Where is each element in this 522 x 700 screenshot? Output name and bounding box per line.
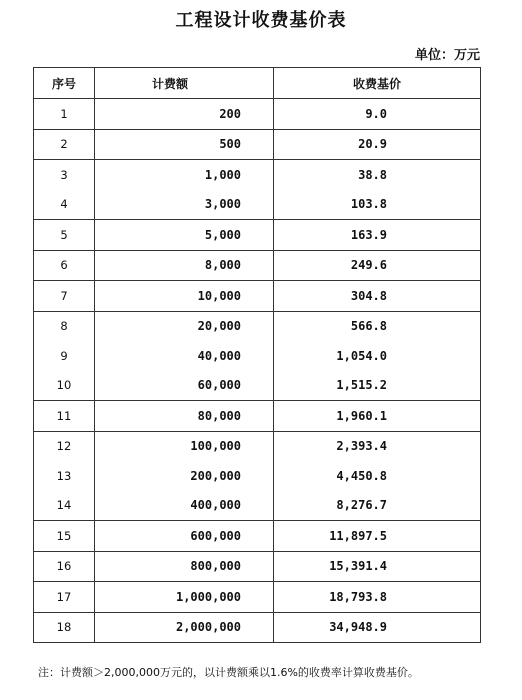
fee-amount-cell: 8,000	[95, 250, 274, 281]
fee-amount-cell: 600,000	[95, 521, 274, 552]
table-body	[34, 99, 481, 643]
fee-amount-cell: 60,000	[95, 371, 274, 401]
fee-amount-cell: 1,000,000	[95, 582, 274, 613]
table-row	[34, 99, 481, 130]
fee-amount-cell: 2,000,000	[95, 612, 274, 643]
table-row	[34, 311, 481, 341]
unit-label: 单位：万元	[414, 48, 480, 63]
table-row	[34, 220, 481, 251]
table-row	[34, 582, 481, 613]
fee-base-cell: 18,793.8	[274, 582, 481, 613]
table-row	[34, 190, 481, 220]
fee-base-cell: 4,450.8	[274, 461, 481, 491]
fee-amount-cell: 800,000	[95, 551, 274, 582]
fee-amount-cell: 40,000	[95, 341, 274, 371]
fee-amount-cell: 400,000	[95, 491, 274, 521]
fee-base-cell: 1,960.1	[274, 401, 481, 432]
fee-base-cell: 11,897.5	[274, 521, 481, 552]
table-row	[34, 431, 481, 461]
serial-number-cell: 12	[34, 431, 95, 461]
serial-number-cell: 13	[34, 461, 95, 491]
serial-number-cell: 15	[34, 521, 95, 552]
fee-base-cell: 9.0	[274, 99, 481, 130]
fee-amount-cell: 80,000	[95, 401, 274, 432]
serial-number-cell: 17	[34, 582, 95, 613]
fee-base-cell: 20.9	[274, 129, 481, 160]
fee-amount-cell: 20,000	[95, 311, 274, 341]
fee-amount-cell: 3,000	[95, 190, 274, 220]
header-fee-base: 收费基价	[274, 68, 481, 99]
fee-base-cell: 103.8	[274, 190, 481, 220]
header-fee-amount: 计费额	[95, 68, 274, 99]
fee-amount-cell: 10,000	[95, 281, 274, 312]
fee-base-cell: 1,054.0	[274, 341, 481, 371]
fee-base-cell: 566.8	[274, 311, 481, 341]
serial-number-cell: 11	[34, 401, 95, 432]
serial-number-cell: 18	[34, 612, 95, 643]
fee-amount-cell: 200	[95, 99, 274, 130]
fee-amount-cell: 500	[95, 129, 274, 160]
fee-base-cell: 38.8	[274, 160, 481, 190]
table-row	[34, 371, 481, 401]
fee-base-cell: 15,391.4	[274, 551, 481, 582]
table-row	[34, 612, 481, 643]
serial-number-cell: 8	[34, 311, 95, 341]
serial-number-cell: 9	[34, 341, 95, 371]
fee-amount-cell: 200,000	[95, 461, 274, 491]
header-serial-number: 序号	[34, 68, 95, 99]
table-row	[34, 521, 481, 552]
fee-base-cell: 1,515.2	[274, 371, 481, 401]
serial-number-cell: 7	[34, 281, 95, 312]
table-row	[34, 160, 481, 190]
fee-base-cell: 249.6	[274, 250, 481, 281]
serial-number-cell: 6	[34, 250, 95, 281]
table-row	[34, 129, 481, 160]
fee-amount-cell: 1,000	[95, 160, 274, 190]
table-row	[34, 341, 481, 371]
footnote: 注：计费额＞2,000,000万元的，以计费额乘以1.6%的收费率计算收费基价。	[38, 666, 419, 679]
fee-base-table	[33, 67, 481, 643]
serial-number-cell: 2	[34, 129, 95, 160]
table-row	[34, 281, 481, 312]
table-row	[34, 461, 481, 491]
serial-number-cell: 10	[34, 371, 95, 401]
table-row	[34, 491, 481, 521]
fee-amount-cell: 100,000	[95, 431, 274, 461]
fee-base-cell: 2,393.4	[274, 431, 481, 461]
table-row	[34, 401, 481, 432]
fee-base-cell: 34,948.9	[274, 612, 481, 643]
fee-base-cell: 304.8	[274, 281, 481, 312]
serial-number-cell: 4	[34, 190, 95, 220]
table-row	[34, 551, 481, 582]
serial-number-cell: 16	[34, 551, 95, 582]
document-title: 工程设计收费基价表	[175, 10, 347, 31]
table-row	[34, 250, 481, 281]
table-header-row	[34, 68, 481, 99]
fee-base-cell: 163.9	[274, 220, 481, 251]
fee-base-cell: 8,276.7	[274, 491, 481, 521]
serial-number-cell: 3	[34, 160, 95, 190]
serial-number-cell: 1	[34, 99, 95, 130]
serial-number-cell: 5	[34, 220, 95, 251]
fee-amount-cell: 5,000	[95, 220, 274, 251]
serial-number-cell: 14	[34, 491, 95, 521]
